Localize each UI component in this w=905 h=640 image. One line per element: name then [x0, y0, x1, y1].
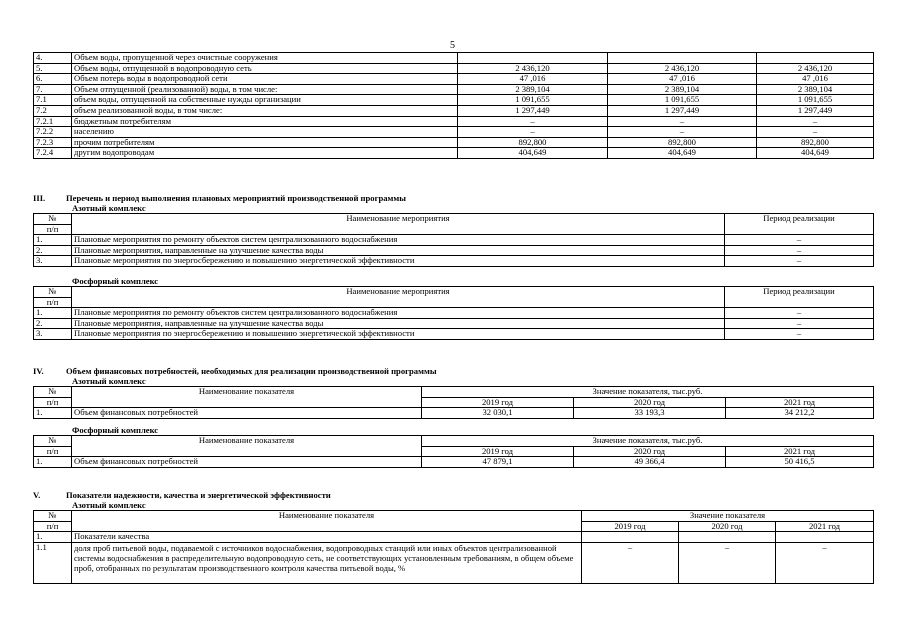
header-number-sub: п/п — [34, 446, 72, 457]
table-row — [34, 245, 874, 256]
header-number: № — [34, 511, 72, 522]
table-row — [34, 532, 874, 543]
value-2019: – — [458, 116, 608, 127]
table-header-row — [34, 436, 874, 447]
row-number: 7.2 — [34, 105, 72, 116]
row-period: – — [725, 318, 874, 329]
row-name: Плановые мероприятия по ремонту объектов систем централизованного водоснабжения — [72, 235, 725, 246]
measures-table-phos — [33, 286, 874, 340]
table-row — [34, 74, 874, 85]
header-name: Наименование мероприятия — [72, 287, 725, 308]
table-row — [34, 63, 874, 74]
row-value: 49 366,4 — [574, 457, 726, 468]
value-2020: 2 389,104 — [608, 84, 757, 95]
header-period: Период реализации — [725, 214, 874, 235]
row-number: 1. — [34, 408, 72, 419]
row-name: бюджетным потребителям — [72, 116, 458, 127]
row-number: 1.1 — [34, 542, 72, 583]
header-year: 2021 год — [726, 397, 874, 408]
value-2019: 404,649 — [458, 148, 608, 159]
table-row — [34, 127, 874, 138]
section-3-complex-azot: Азотный комплекс — [72, 203, 146, 213]
header-number: № — [34, 387, 72, 398]
row-number: 7.2.2 — [34, 127, 72, 138]
row-name: Объем воды, пропущенной через очистные сооружения — [72, 53, 458, 64]
value-2021: 47 ,016 — [757, 74, 874, 85]
table-header-row — [34, 214, 874, 225]
row-number: 7. — [34, 84, 72, 95]
row-name: Объем отпущенной (реализованной) воды, в том числе: — [72, 84, 458, 95]
row-name: Объем финансовых потребностей — [72, 408, 422, 419]
row-period: – — [725, 308, 874, 319]
row-number: 7.2.1 — [34, 116, 72, 127]
row-number: 6. — [34, 74, 72, 85]
row-name: Плановые мероприятия по ремонту объектов систем централизованного водоснабжения — [72, 308, 725, 319]
section-4-complex-phos: Фосфорный комплекс — [72, 425, 159, 435]
row-number: 1. — [34, 532, 72, 543]
row-number: 7.2.3 — [34, 137, 72, 148]
table-header-row — [34, 287, 874, 298]
section-5-complex-azot: Азотный комплекс — [72, 500, 146, 510]
row-value: – — [679, 542, 776, 583]
table-row — [34, 53, 874, 64]
value-2020: 404,649 — [608, 148, 757, 159]
header-number-sub: п/п — [34, 521, 72, 532]
table-header-row — [34, 511, 874, 522]
header-number-sub: п/п — [34, 297, 72, 308]
row-name: Показатели качества — [72, 532, 582, 543]
row-period: – — [725, 329, 874, 340]
header-year: 2019 год — [422, 397, 574, 408]
row-value: – — [582, 542, 679, 583]
table-row — [34, 116, 874, 127]
row-name: Плановые мероприятия, направленные на улучшение качества воды — [72, 318, 725, 329]
row-name: объем реализованной воды, в том числе: — [72, 105, 458, 116]
row-value: 33 193,3 — [574, 408, 726, 419]
page-number: 5 — [450, 40, 455, 51]
table-row — [34, 308, 874, 319]
row-number: 2. — [34, 318, 72, 329]
table-row — [34, 408, 874, 419]
row-name: прочим потребителям — [72, 137, 458, 148]
row-value: 50 416,5 — [726, 457, 874, 468]
table-row — [34, 329, 874, 340]
row-value — [776, 532, 874, 543]
header-number: № — [34, 287, 72, 298]
header-year: 2019 год — [422, 446, 574, 457]
row-value: 34 212,2 — [726, 408, 874, 419]
header-value: Значение показателя — [582, 511, 874, 522]
row-name: Плановые мероприятия, направленные на улучшение качества воды — [72, 245, 725, 256]
row-value — [679, 532, 776, 543]
value-2019: 892,800 — [458, 137, 608, 148]
table-row — [34, 235, 874, 246]
value-2021: 1 297,449 — [757, 105, 874, 116]
value-2021: 404,649 — [757, 148, 874, 159]
row-name: доля проб питьевой воды, подаваемой с источников водоснабжения, водопроводных станций или иных объектов централизованной системы водоснабжения в распределительную водопроводную сеть, не соответствующих установленным требованиям, в общем объеме проб, отобранных по результатам производственного контроля качества питьевой воды, % — [72, 542, 582, 583]
value-2019 — [458, 53, 608, 64]
row-period: – — [725, 256, 874, 267]
value-2021: 892,800 — [757, 137, 874, 148]
value-2021: 2 436,120 — [757, 63, 874, 74]
header-year: 2020 год — [679, 521, 776, 532]
row-number: 7.1 — [34, 95, 72, 106]
value-2019: 1 091,655 — [458, 95, 608, 106]
row-number: 3. — [34, 329, 72, 340]
header-year: 2020 год — [574, 446, 726, 457]
value-2020: 47 ,016 — [608, 74, 757, 85]
value-2020: 892,800 — [608, 137, 757, 148]
table-row — [34, 542, 874, 583]
row-period: – — [725, 245, 874, 256]
table-row — [34, 256, 874, 267]
row-value — [582, 532, 679, 543]
value-2019: 1 297,449 — [458, 105, 608, 116]
table-row — [34, 84, 874, 95]
row-number: 4. — [34, 53, 72, 64]
table-header-row — [34, 387, 874, 398]
section-3-complex-phos: Фосфорный комплекс — [72, 276, 159, 286]
value-2020 — [608, 53, 757, 64]
row-number: 1. — [34, 308, 72, 319]
row-name: Объем потерь воды в водопроводной сети — [72, 74, 458, 85]
value-2021: 1 091,655 — [757, 95, 874, 106]
header-name: Наименование мероприятия — [72, 214, 725, 235]
row-name: объем воды, отпущенной на собственные нужды организации — [72, 95, 458, 106]
header-year: 2019 год — [582, 521, 679, 532]
measures-table-azot — [33, 213, 874, 267]
row-number: 5. — [34, 63, 72, 74]
header-year: 2020 год — [574, 397, 726, 408]
table-row — [34, 457, 874, 468]
value-2020: 2 436,120 — [608, 63, 757, 74]
row-number: 7.2.4 — [34, 148, 72, 159]
row-name: населению — [72, 127, 458, 138]
value-2020: 1 091,655 — [608, 95, 757, 106]
row-value: – — [776, 542, 874, 583]
header-number-sub: п/п — [34, 397, 72, 408]
value-2021 — [757, 53, 874, 64]
value-2019: 2 436,120 — [458, 63, 608, 74]
finance-table-phos — [33, 435, 874, 468]
header-name: Наименование показателя — [72, 387, 422, 408]
row-number: 3. — [34, 256, 72, 267]
header-year: 2021 год — [776, 521, 874, 532]
row-number: 1. — [34, 235, 72, 246]
quality-table-azot — [33, 510, 874, 584]
header-year: 2021 год — [726, 446, 874, 457]
finance-table-azot — [33, 386, 874, 419]
table-row — [34, 148, 874, 159]
header-number: № — [34, 436, 72, 447]
row-value: 47 879,1 — [422, 457, 574, 468]
row-number: 2. — [34, 245, 72, 256]
row-period: – — [725, 235, 874, 246]
header-name: Наименование показателя — [72, 511, 582, 532]
header-value: Значение показателя, тыс.руб. — [422, 436, 874, 447]
table-row — [34, 95, 874, 106]
row-number: 1. — [34, 457, 72, 468]
value-2020: – — [608, 127, 757, 138]
value-2019: – — [458, 127, 608, 138]
value-2019: 47 ,016 — [458, 74, 608, 85]
header-period: Период реализации — [725, 287, 874, 308]
row-name: Плановые мероприятия по энергосбережению и повышению энергетической эффективности — [72, 329, 725, 340]
value-2021: 2 389,104 — [757, 84, 874, 95]
section-4-complex-azot: Азотный комплекс — [72, 376, 146, 386]
value-2021: – — [757, 116, 874, 127]
header-value: Значение показателя, тыс.руб. — [422, 387, 874, 398]
row-name: Плановые мероприятия по энергосбережению и повышению энергетической эффективности — [72, 256, 725, 267]
value-2021: – — [757, 127, 874, 138]
row-name: другим водопроводам — [72, 148, 458, 159]
header-number: № — [34, 214, 72, 225]
header-number-sub: п/п — [34, 224, 72, 235]
header-name: Наименование показателя — [72, 436, 422, 457]
table-row — [34, 105, 874, 116]
water-balance-table — [33, 52, 874, 159]
row-name: Объем финансовых потребностей — [72, 457, 422, 468]
value-2020: 1 297,449 — [608, 105, 757, 116]
row-value: 32 030,1 — [422, 408, 574, 419]
table-row — [34, 137, 874, 148]
value-2019: 2 389,104 — [458, 84, 608, 95]
table-row — [34, 318, 874, 329]
value-2020: – — [608, 116, 757, 127]
row-name: Объем воды, отпущенной в водопроводную сеть — [72, 63, 458, 74]
